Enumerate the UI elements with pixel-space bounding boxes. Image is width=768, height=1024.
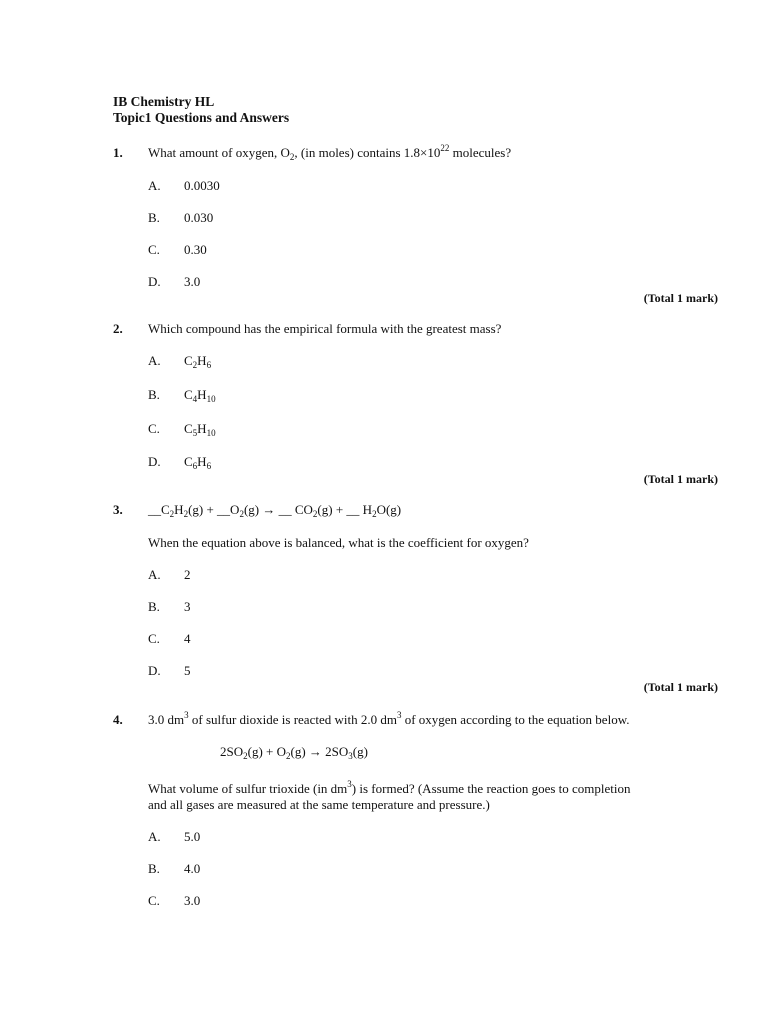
option-formula: $C_6H_6$ [184, 454, 212, 471]
question-text-line: What volume of sulfur trioxide (in $dm^3$) is formed? (Assume the reaction goes to completion [148, 779, 631, 796]
course-title: IB Chemistry HL [113, 94, 215, 109]
option-label: C. [148, 893, 160, 908]
question-number: 1. [113, 145, 123, 160]
option-label: A. [148, 178, 161, 193]
option-text: 0.30 [184, 242, 207, 257]
question-number: 3. [113, 502, 123, 517]
option-label: C. [148, 631, 160, 646]
option-text: 0.030 [184, 210, 214, 225]
option-text: 3 [184, 599, 191, 614]
option-label: D. [148, 454, 161, 469]
question-number: 2. [113, 321, 123, 336]
option-label: C. [148, 421, 160, 436]
option-label: A. [148, 567, 161, 582]
question-stem: Which compound has the empirical formula with the greatest mass? [148, 321, 502, 336]
option-label: D. [148, 663, 161, 678]
option-label: A. [148, 829, 161, 844]
total-marks: (Total 1 mark) [643, 291, 718, 305]
chemical-equation: $2SO_2(g) + O_2(g) \to 2SO_3(g)$ [220, 744, 368, 761]
option-text: 2 [184, 567, 191, 582]
question-stem: When the equation above is balanced, what is the coefficient for oxygen? [148, 535, 529, 550]
option-label: B. [148, 599, 160, 614]
option-label: A. [148, 353, 161, 368]
option-text: 5.0 [184, 829, 201, 844]
chemical-equation: $\_\_C_2H_2(g)$ + $\_\_O_2(g)$ → __ $CO_2(g)$ + __ $H_2O(g)$ [148, 502, 402, 519]
option-formula: $C_4H_{10}$ [184, 387, 216, 404]
option-text: 0.0030 [184, 178, 220, 193]
option-label: C. [148, 242, 160, 257]
option-label: B. [148, 387, 160, 402]
option-label: B. [148, 210, 160, 225]
option-label: D. [148, 274, 161, 289]
option-text: 4.0 [184, 861, 201, 876]
option-text: 3.0 [184, 274, 201, 289]
question-stem: 3.0 $dm^3$ of sulfur dioxide is reacted with 2.0 $dm^3$ of oxygen according to the equation below. [148, 710, 630, 727]
topic-title: Topic1 Questions and Answers [113, 110, 290, 125]
total-marks: (Total 1 mark) [643, 472, 718, 486]
option-formula: $C_5H_{10}$ [184, 421, 216, 438]
option-text: 3.0 [184, 893, 201, 908]
option-text: 5 [184, 663, 191, 678]
question-text-line: and all gases are measured at the same temperature and pressure.) [148, 797, 490, 812]
question-stem: What amount of oxygen, $O_2$, (in moles) contains $1.8\times 10^{22}$ molecules? [148, 143, 512, 162]
option-formula: $C_2H_6$ [184, 353, 212, 370]
option-label: B. [148, 861, 160, 876]
option-text: 4 [184, 631, 191, 646]
total-marks: (Total 1 mark) [643, 680, 718, 694]
question-number: 4. [113, 712, 123, 727]
